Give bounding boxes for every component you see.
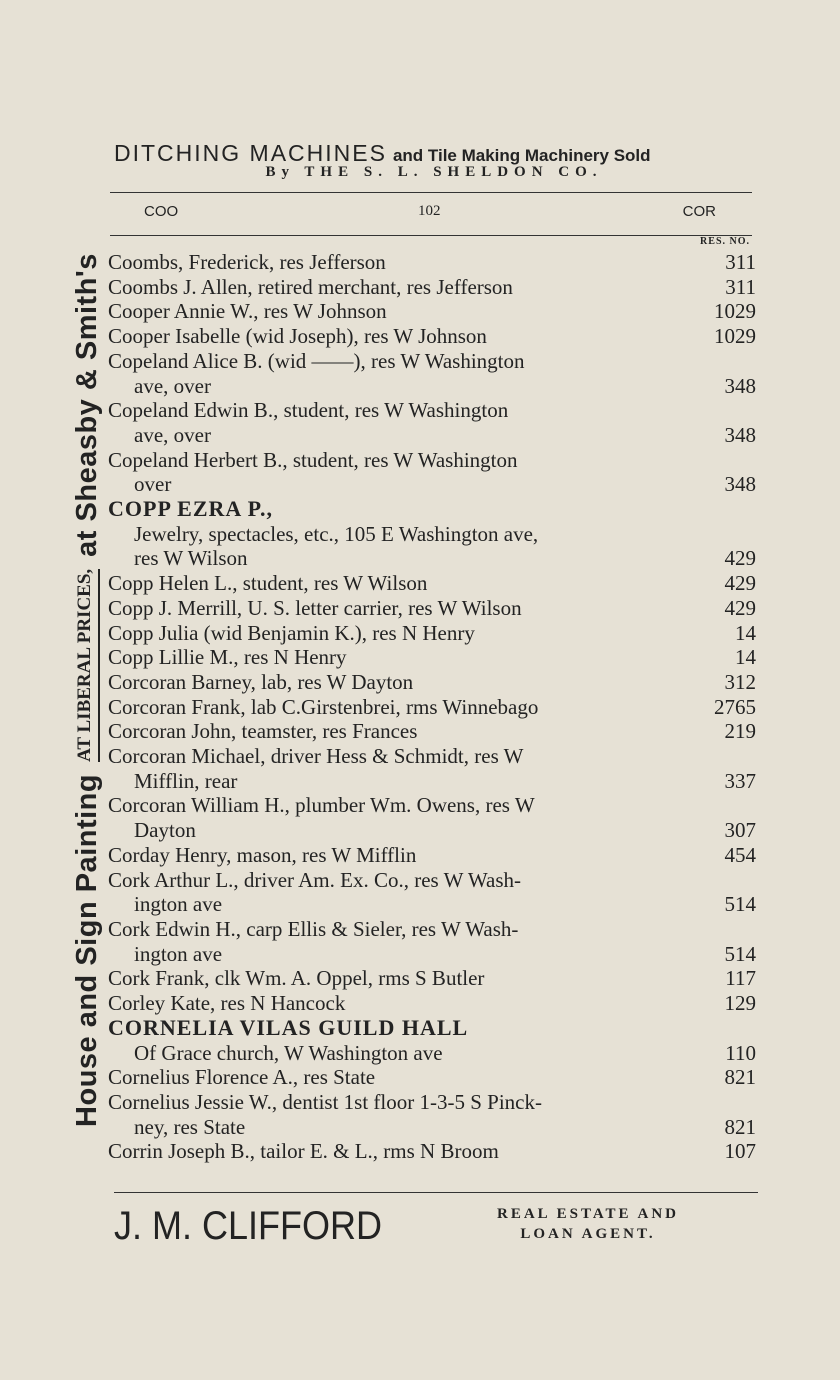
directory-entry xyxy=(108,868,756,917)
residence-number: 454 xyxy=(724,842,756,867)
directory-entry xyxy=(108,843,756,868)
head-rule xyxy=(110,235,752,236)
entry-text: COPP EZRA P., xyxy=(108,496,273,522)
footer-tag-line1: REAL ESTATE AND xyxy=(497,1206,679,1222)
directory-entry xyxy=(108,917,756,966)
residence-number: 311 xyxy=(725,250,756,274)
residence-number: 514 xyxy=(724,892,756,917)
side-ad-right: at Sheasby & Smith's xyxy=(70,253,103,557)
directory-entry xyxy=(108,275,756,300)
directory-entry xyxy=(108,621,756,646)
residence-number: 429 xyxy=(724,571,756,596)
residence-number: 2765 xyxy=(714,694,756,719)
residence-number: 311 xyxy=(725,274,756,299)
directory-entry xyxy=(108,299,756,324)
bottom-rule xyxy=(114,1192,758,1193)
residence-number: 1029 xyxy=(714,299,756,324)
directory-entry xyxy=(108,1090,756,1139)
entry-text: Copp J. Merrill, U. S. letter carrier, res W Wilson xyxy=(108,595,522,620)
directory-entry xyxy=(108,719,756,744)
header-subline: By THE S. L. SHELDON CO. xyxy=(265,164,603,180)
running-head-right: COR xyxy=(682,203,716,220)
residence-number: 429 xyxy=(724,546,756,571)
entry-text: Cork Arthur L., driver Am. Ex. Co., res W Wash- xyxy=(108,867,522,892)
entry-text: Copeland Herbert B., student, res W Washington xyxy=(108,447,518,472)
directory-entry xyxy=(108,744,756,793)
entry-text: Cork Edwin H., carp Ellis & Sieler, res W Wash- xyxy=(108,916,519,941)
footer-name: J. M. CLIFFORD xyxy=(114,1204,383,1248)
residence-number: 307 xyxy=(724,818,756,843)
directory-entry xyxy=(108,522,756,571)
entry-text: Cornelius Florence A., res State xyxy=(108,1065,376,1090)
entry-text: ington ave xyxy=(134,892,223,917)
entry-text: ney, res State xyxy=(134,1114,246,1139)
directory-entry xyxy=(108,571,756,596)
entry-text: ave, over xyxy=(134,422,211,447)
entries-list xyxy=(108,250,756,1164)
directory-entry xyxy=(108,596,756,621)
directory-entry xyxy=(108,324,756,349)
header-rest: and Tile Making Machinery Sold xyxy=(392,146,651,165)
header-advertisement xyxy=(114,140,754,167)
directory-entry xyxy=(108,966,756,991)
directory-entry xyxy=(108,1041,756,1066)
directory-entry xyxy=(108,250,756,275)
column-head: RES. NO. xyxy=(700,236,750,247)
entry-text: Corrin Joseph B., tailor E. & L., rms N Broom xyxy=(108,1139,499,1164)
entry-text: Cornelius Jessie W., dentist 1st floor 1-3-5 S Pinck- xyxy=(108,1089,542,1114)
residence-number: 129 xyxy=(724,991,756,1016)
residence-number: 514 xyxy=(724,941,756,966)
residence-number: 348 xyxy=(724,422,756,447)
residence-number: 337 xyxy=(724,768,756,793)
top-rule xyxy=(110,192,752,193)
entry-text: Corcoran John, teamster, res Frances xyxy=(108,719,418,744)
residence-number: 110 xyxy=(725,1040,756,1065)
residence-number: 1029 xyxy=(714,324,756,349)
directory-entry xyxy=(108,793,756,842)
entry-text: Dayton xyxy=(134,818,196,843)
entry-text: Corcoran Michael, driver Hess & Schmidt, res W xyxy=(108,744,524,769)
residence-number: 14 xyxy=(735,645,756,670)
residence-number: 821 xyxy=(724,1114,756,1139)
entry-text: Corcoran Frank, lab C.Girstenbrei, rms Winnebago xyxy=(108,694,539,719)
residence-number: 348 xyxy=(724,472,756,497)
page-number: 102 xyxy=(418,203,441,219)
directory-entry xyxy=(108,695,756,720)
residence-number: 219 xyxy=(724,719,756,744)
directory-entry xyxy=(108,645,756,670)
directory-entry xyxy=(108,448,756,497)
entry-heading xyxy=(108,1016,756,1041)
entry-text: Copeland Edwin B., student, res W Washington xyxy=(108,398,509,423)
entry-text: Of Grace church, W Washington ave xyxy=(134,1040,443,1065)
directory-entry xyxy=(108,670,756,695)
entry-heading xyxy=(108,497,756,522)
footer-tag-line2: LOAN AGENT. xyxy=(520,1226,656,1242)
entry-text: CORNELIA VILAS GUILD HALL xyxy=(108,1014,469,1040)
entry-text: Corcoran William H., plumber Wm. Owens, res W xyxy=(108,793,535,818)
entry-text: ington ave xyxy=(134,941,223,966)
footer-tagline xyxy=(418,1204,758,1244)
entry-text: Copp Lillie M., res N Henry xyxy=(108,645,347,670)
header-main: DITCHING MACHINES xyxy=(114,140,387,166)
entry-text: Copeland Alice B. (wid ——), res W Washington xyxy=(108,348,525,373)
residence-number: 107 xyxy=(724,1139,756,1164)
residence-number: 117 xyxy=(725,966,756,991)
side-ad-middle: AT LIBERAL PRICES, xyxy=(74,569,100,762)
entry-text: res W Wilson xyxy=(134,546,248,571)
side-ad-left: House and Sign Painting xyxy=(70,773,103,1127)
entry-text: Coombs, Frederick, res Jefferson xyxy=(108,250,386,274)
entry-text: Cooper Isabelle (wid Joseph), res W Johnson xyxy=(108,324,487,349)
residence-number: 14 xyxy=(735,620,756,645)
directory-entry xyxy=(108,349,756,398)
entry-text: Cork Frank, clk Wm. A. Oppel, rms S Butler xyxy=(108,966,485,991)
entry-text: over xyxy=(134,472,172,497)
entry-text: Corday Henry, mason, res W Mifflin xyxy=(108,842,417,867)
entry-text: Jewelry, spectacles, etc., 105 E Washington ave, xyxy=(134,521,539,546)
residence-number: 429 xyxy=(724,595,756,620)
directory-entry xyxy=(108,991,756,1016)
entry-text: Cooper Annie W., res W Johnson xyxy=(108,299,387,324)
residence-number: 821 xyxy=(724,1065,756,1090)
entry-text: Copp Helen L., student, res W Wilson xyxy=(108,571,428,596)
directory-entry xyxy=(108,398,756,447)
entry-text: Corcoran Barney, lab, res W Dayton xyxy=(108,669,414,694)
entry-text: Coombs J. Allen, retired merchant, res Jefferson xyxy=(108,274,513,299)
entry-text: ave, over xyxy=(134,373,211,398)
side-advertisement xyxy=(62,130,112,1250)
residence-number: 348 xyxy=(724,373,756,398)
running-head-left: COO xyxy=(144,203,179,220)
entry-text: Mifflin, rear xyxy=(134,768,238,793)
entry-text: Copp Julia (wid Benjamin K.), res N Henry xyxy=(108,620,475,645)
directory-entry xyxy=(108,1139,756,1164)
residence-number: 312 xyxy=(724,669,756,694)
entry-text: Corley Kate, res N Hancock xyxy=(108,991,346,1016)
footer-advertisement xyxy=(114,1204,758,1254)
directory-entry xyxy=(108,1065,756,1090)
